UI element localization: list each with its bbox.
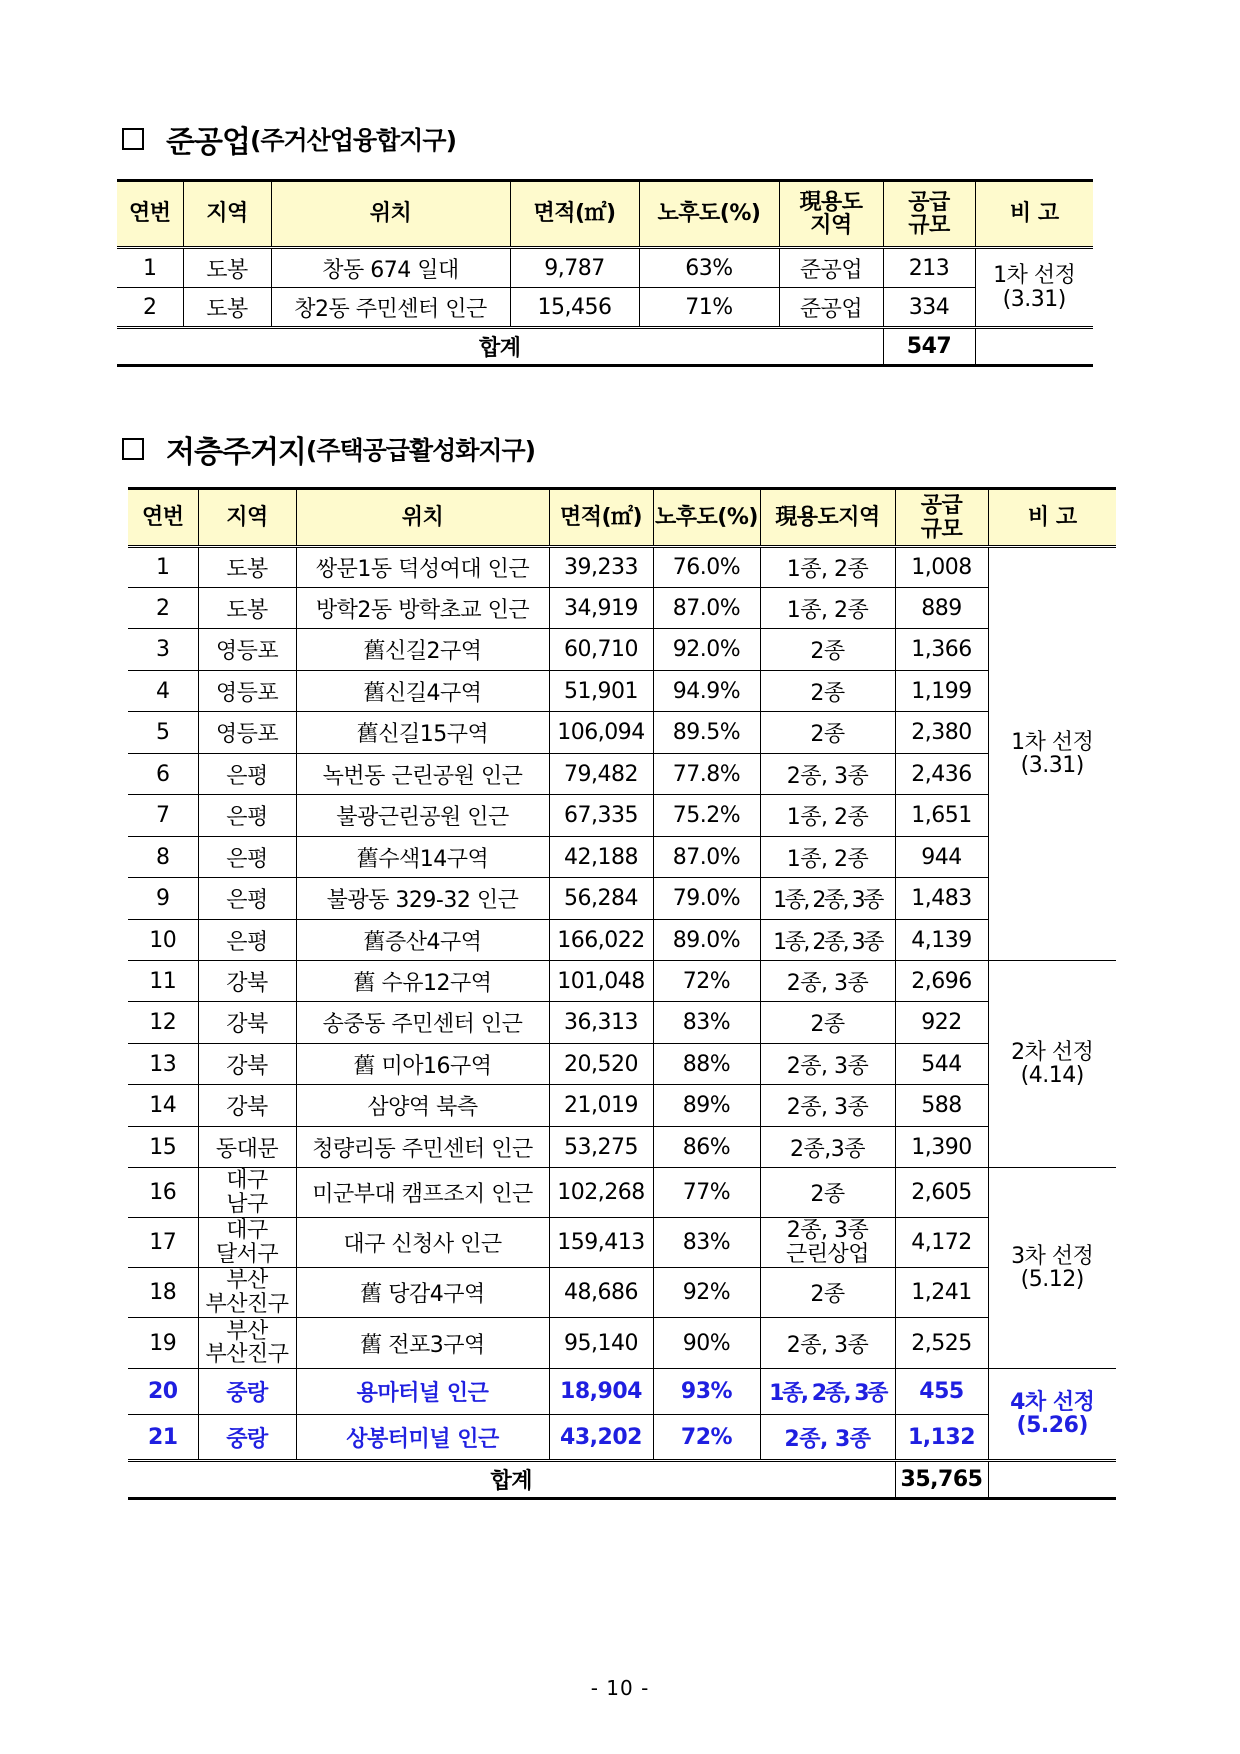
cell-region: 강북 [198, 1044, 296, 1085]
table-row [128, 878, 1116, 920]
section2-title [122, 427, 535, 471]
cell-note: 3차 선정 (5.12) [988, 1168, 1116, 1369]
cell-supply: 1,483 [895, 878, 988, 920]
table-row [128, 837, 1116, 878]
cell-area: 106,094 [549, 712, 653, 754]
cell-supply: 1,199 [895, 671, 988, 712]
cell-area: 9,787 [510, 248, 639, 288]
cell-supply: 1,366 [895, 629, 988, 671]
header-region: 지역 [198, 489, 296, 547]
cell-aging: 71% [639, 288, 779, 328]
cell-region: 영등포 [198, 629, 296, 671]
cell-aging: 94.9% [653, 671, 760, 712]
cell-aging: 87.0% [653, 837, 760, 878]
cell-location: 舊 미아16구역 [296, 1044, 549, 1085]
table-row [128, 547, 1116, 588]
table-row [128, 1085, 1116, 1127]
table-row [128, 671, 1116, 712]
cell-location: 청량리동 주민센터 인근 [296, 1127, 549, 1168]
cell-no: 16 [128, 1168, 198, 1218]
cell-area: 166,022 [549, 920, 653, 961]
cell-zone: 2종, 3종 [760, 1044, 895, 1085]
cell-supply: 1,241 [895, 1268, 988, 1318]
table-header-row [128, 489, 1116, 547]
cell-region: 강북 [198, 1002, 296, 1044]
cell-supply: 2,525 [895, 1318, 988, 1369]
cell-location: 舊 전포3구역 [296, 1318, 549, 1369]
cell-no: 20 [128, 1369, 198, 1415]
cell-no: 21 [128, 1415, 198, 1461]
cell-no: 18 [128, 1268, 198, 1318]
cell-area: 79,482 [549, 754, 653, 795]
section1-title-sub: (주거산업융합지구) [249, 126, 457, 155]
total-value: 547 [883, 328, 975, 366]
cell-aging: 88% [653, 1044, 760, 1085]
cell-supply: 4,172 [895, 1218, 988, 1268]
cell-no: 6 [128, 754, 198, 795]
table-row [128, 754, 1116, 795]
cell-zone: 2종,3종 [760, 1127, 895, 1168]
table-row [128, 920, 1116, 961]
cell-region: 영등포 [198, 671, 296, 712]
header-note: 비 고 [988, 489, 1116, 547]
table-row [128, 588, 1116, 629]
header-no: 연번 [128, 489, 198, 547]
cell-zone: 2종, 3종 [760, 754, 895, 795]
table-row [128, 1168, 1116, 1218]
header-location: 위치 [271, 181, 510, 248]
cell-no: 4 [128, 671, 198, 712]
cell-region: 도봉 [198, 588, 296, 629]
cell-supply: 1,132 [895, 1415, 988, 1461]
cell-location: 미군부대 캠프조지 인근 [296, 1168, 549, 1218]
cell-location: 쌍문1동 덕성여대 인근 [296, 547, 549, 588]
cell-area: 53,275 [549, 1127, 653, 1168]
cell-zone: 2종 [760, 712, 895, 754]
table-row [128, 1369, 1116, 1415]
table-header-row [117, 181, 1093, 248]
cell-zone: 2종 [760, 1268, 895, 1318]
cell-aging: 86% [653, 1127, 760, 1168]
cell-area: 39,233 [549, 547, 653, 588]
cell-zone: 1종, 2종, 3종 [760, 878, 895, 920]
section2-title-main: 저층주거지 [166, 435, 306, 470]
cell-region: 강북 [198, 1085, 296, 1127]
header-zone: 現용도지역 [760, 489, 895, 547]
cell-region: 중랑 [198, 1369, 296, 1415]
cell-zone: 2종, 3종 [760, 1318, 895, 1369]
page-number: - 10 - [590, 1676, 650, 1700]
cell-no: 3 [128, 629, 198, 671]
table-row [128, 1268, 1116, 1318]
cell-location: 舊 수유12구역 [296, 961, 549, 1002]
cell-no: 17 [128, 1218, 198, 1268]
cell-area: 34,919 [549, 588, 653, 629]
section2-table [128, 487, 1116, 1500]
cell-region: 은평 [198, 754, 296, 795]
header-no: 연번 [117, 181, 183, 248]
table-row [128, 712, 1116, 754]
cell-zone: 1종, 2종 [760, 837, 895, 878]
header-aging: 노후도(%) [653, 489, 760, 547]
cell-area: 101,048 [549, 961, 653, 1002]
cell-area: 95,140 [549, 1318, 653, 1369]
section1-title [122, 117, 456, 161]
cell-region: 영등포 [198, 712, 296, 754]
cell-aging: 76.0% [653, 547, 760, 588]
cell-area: 20,520 [549, 1044, 653, 1085]
table-row [128, 629, 1116, 671]
header-location: 위치 [296, 489, 549, 547]
cell-no: 8 [128, 837, 198, 878]
cell-zone: 2종 [760, 629, 895, 671]
section1-table [117, 179, 1093, 367]
table-row [128, 1127, 1116, 1168]
cell-area: 21,019 [549, 1085, 653, 1127]
table-row [128, 1002, 1116, 1044]
cell-area: 18,904 [549, 1369, 653, 1415]
cell-area: 43,202 [549, 1415, 653, 1461]
cell-location: 송중동 주민센터 인근 [296, 1002, 549, 1044]
cell-location: 용마터널 인근 [296, 1369, 549, 1415]
table-row [128, 1044, 1116, 1085]
checkbox-square-icon [122, 438, 144, 460]
cell-note: 4차 선정 (5.26) [988, 1369, 1116, 1461]
cell-location: 삼양역 북측 [296, 1085, 549, 1127]
cell-zone: 2종, 3종 [760, 1085, 895, 1127]
cell-no: 1 [128, 547, 198, 588]
cell-region: 중랑 [198, 1415, 296, 1461]
header-supply: 공급 규모 [895, 489, 988, 547]
total-value: 35,765 [895, 1461, 988, 1499]
total-label: 합계 [128, 1461, 895, 1499]
cell-zone: 준공업 [779, 248, 883, 288]
cell-aging: 83% [653, 1218, 760, 1268]
cell-supply: 2,605 [895, 1168, 988, 1218]
cell-aging: 89.5% [653, 712, 760, 754]
cell-no: 12 [128, 1002, 198, 1044]
cell-area: 15,456 [510, 288, 639, 328]
header-region: 지역 [183, 181, 271, 248]
cell-aging: 89.0% [653, 920, 760, 961]
cell-zone: 2종, 3종 [760, 961, 895, 1002]
header-zone: 現용도 지역 [779, 181, 883, 248]
cell-no: 10 [128, 920, 198, 961]
cell-location: 불광근린공원 인근 [296, 795, 549, 837]
cell-aging: 83% [653, 1002, 760, 1044]
cell-aging: 93% [653, 1369, 760, 1415]
cell-region: 부산 부산진구 [198, 1318, 296, 1369]
cell-region: 강북 [198, 961, 296, 1002]
cell-aging: 77% [653, 1168, 760, 1218]
cell-location: 舊수색14구역 [296, 837, 549, 878]
cell-aging: 63% [639, 248, 779, 288]
cell-no: 14 [128, 1085, 198, 1127]
cell-supply: 588 [895, 1085, 988, 1127]
cell-area: 102,268 [549, 1168, 653, 1218]
table-row [128, 1318, 1116, 1369]
cell-region: 동대문 [198, 1127, 296, 1168]
cell-note: 1차 선정 (3.31) [988, 547, 1116, 961]
cell-location: 불광동 329-32 인근 [296, 878, 549, 920]
cell-aging: 90% [653, 1318, 760, 1369]
cell-aging: 72% [653, 1415, 760, 1461]
cell-supply: 455 [895, 1369, 988, 1415]
cell-region: 부산 부산진구 [198, 1268, 296, 1318]
cell-supply: 4,139 [895, 920, 988, 961]
cell-aging: 77.8% [653, 754, 760, 795]
checkbox-square-icon [122, 128, 144, 150]
cell-zone: 준공업 [779, 288, 883, 328]
cell-region: 도봉 [183, 288, 271, 328]
cell-area: 48,686 [549, 1268, 653, 1318]
cell-supply: 1,008 [895, 547, 988, 588]
cell-zone: 1종, 2종, 3종 [760, 920, 895, 961]
cell-supply: 544 [895, 1044, 988, 1085]
cell-zone: 1종, 2종 [760, 795, 895, 837]
cell-location: 舊신길4구역 [296, 671, 549, 712]
cell-zone: 1종, 2종 [760, 588, 895, 629]
total-row [117, 328, 1093, 366]
header-note: 비 고 [975, 181, 1093, 248]
table-row [117, 288, 1093, 328]
cell-region: 대구 달서구 [198, 1218, 296, 1268]
table-row [117, 248, 1093, 288]
table-row [128, 795, 1116, 837]
cell-no: 2 [128, 588, 198, 629]
cell-no: 2 [117, 288, 183, 328]
cell-zone: 2종, 3종 근린상업 [760, 1218, 895, 1268]
cell-aging: 89% [653, 1085, 760, 1127]
cell-supply: 2,380 [895, 712, 988, 754]
cell-location: 舊신길15구역 [296, 712, 549, 754]
total-note [975, 328, 1093, 366]
cell-no: 5 [128, 712, 198, 754]
cell-location: 녹번동 근린공원 인근 [296, 754, 549, 795]
total-row [128, 1461, 1116, 1499]
cell-aging: 79.0% [653, 878, 760, 920]
cell-zone: 2종 [760, 1168, 895, 1218]
cell-area: 60,710 [549, 629, 653, 671]
cell-supply: 944 [895, 837, 988, 878]
header-supply: 공급 규모 [883, 181, 975, 248]
cell-no: 19 [128, 1318, 198, 1369]
cell-zone: 1종, 2종 [760, 547, 895, 588]
cell-region: 은평 [198, 878, 296, 920]
cell-aging: 92.0% [653, 629, 760, 671]
cell-area: 56,284 [549, 878, 653, 920]
cell-supply: 1,651 [895, 795, 988, 837]
header-area: 면적(㎡) [549, 489, 653, 547]
cell-supply: 2,436 [895, 754, 988, 795]
cell-region: 은평 [198, 795, 296, 837]
cell-area: 36,313 [549, 1002, 653, 1044]
table-row [128, 961, 1116, 1002]
cell-location: 舊증산4구역 [296, 920, 549, 961]
cell-no: 1 [117, 248, 183, 288]
cell-no: 13 [128, 1044, 198, 1085]
total-label: 합계 [117, 328, 883, 366]
cell-no: 11 [128, 961, 198, 1002]
cell-supply: 889 [895, 588, 988, 629]
section2-title-sub: (주택공급활성화지구) [305, 436, 536, 465]
header-area: 면적(㎡) [510, 181, 639, 248]
cell-note: 1차 선정 (3.31) [975, 248, 1093, 328]
cell-supply: 1,390 [895, 1127, 988, 1168]
cell-region: 은평 [198, 920, 296, 961]
cell-location: 舊 당감4구역 [296, 1268, 549, 1318]
cell-supply: 2,696 [895, 961, 988, 1002]
total-note [988, 1461, 1116, 1499]
cell-aging: 92% [653, 1268, 760, 1318]
cell-note: 2차 선정 (4.14) [988, 961, 1116, 1168]
cell-aging: 75.2% [653, 795, 760, 837]
cell-area: 51,901 [549, 671, 653, 712]
cell-no: 9 [128, 878, 198, 920]
cell-location: 舊신길2구역 [296, 629, 549, 671]
cell-no: 15 [128, 1127, 198, 1168]
cell-area: 67,335 [549, 795, 653, 837]
cell-location: 대구 신청사 인근 [296, 1218, 549, 1268]
cell-location: 창동 674 일대 [271, 248, 510, 288]
cell-area: 159,413 [549, 1218, 653, 1268]
cell-supply: 334 [883, 288, 975, 328]
cell-zone: 2종, 3종 [760, 1415, 895, 1461]
cell-location: 창2동 주민센터 인근 [271, 288, 510, 328]
cell-region: 도봉 [198, 547, 296, 588]
cell-aging: 72% [653, 961, 760, 1002]
cell-zone: 1종, 2종, 3종 [760, 1369, 895, 1415]
cell-location: 방학2동 방학초교 인근 [296, 588, 549, 629]
section1-title-main: 준공업 [166, 125, 250, 160]
cell-location: 상봉터미널 인근 [296, 1415, 549, 1461]
cell-zone: 2종 [760, 1002, 895, 1044]
cell-region: 은평 [198, 837, 296, 878]
header-aging: 노후도(%) [639, 181, 779, 248]
cell-aging: 87.0% [653, 588, 760, 629]
cell-region: 도봉 [183, 248, 271, 288]
cell-supply: 213 [883, 248, 975, 288]
cell-area: 42,188 [549, 837, 653, 878]
cell-region: 대구 남구 [198, 1168, 296, 1218]
table-row [128, 1415, 1116, 1461]
cell-no: 7 [128, 795, 198, 837]
cell-zone: 2종 [760, 671, 895, 712]
table-row [128, 1218, 1116, 1268]
cell-supply: 922 [895, 1002, 988, 1044]
